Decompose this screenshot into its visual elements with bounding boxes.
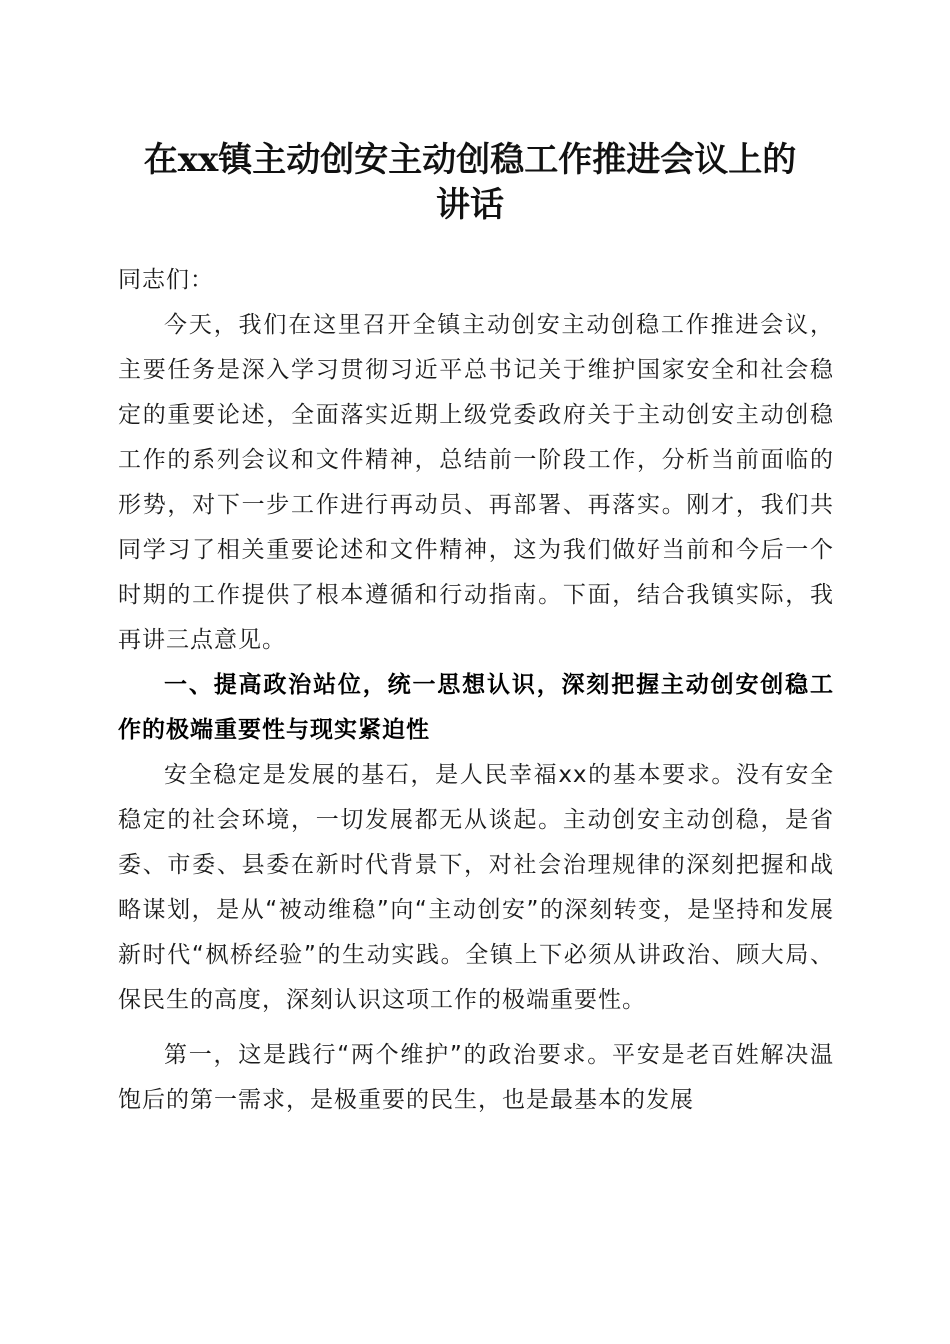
document-body [118, 258, 834, 1123]
section-1-paragraph: 安全稳定是发展的基石，是人民幸福xx的基本要求。没有安全稳定的社会环境，一切发展都无从谈起。主动创安主动创稳，是省委、市委、县委在新时代背景下，对社会治理规律的深刻把握和战略谋划，是从“被动维稳”向“主动创安”的深刻转变，是坚持和发展新时代“枫桥经验”的生动实践。全镇上下必须从讲政治、顾大局、保民生的高度，深刻认识这项工作的极端重要性。 [118, 762, 834, 1013]
salutation: 同志们： [118, 267, 214, 293]
point-1-paragraph: 第一，这是践行“两个维护”的政治要求。平安是老百姓解决温饱后的第一需求，是极重要的民生，也是最基本的发展 [118, 1042, 834, 1113]
section-heading-1: 一、提高政治站位，统一思想认识，深刻把握主动创安创稳工作的极端重要性与现实紧迫性 [118, 672, 834, 743]
intro-paragraph: 今天，我们在这里召开全镇主动创安主动创稳工作推进会议，主要任务是深入学习贯彻习近平总书记关于维护国家安全和社会稳定的重要论述，全面落实近期上级党委政府关于主动创安主动创稳工作的系列会议和文件精神，总结前一阶段工作，分析当前面临的形势，对下一步工作进行再动员、再部署、再落实。刚才，我们共同学习了相关重要论述和文件精神，这为我们做好当前和今后一个时期的工作提供了根本遵循和行动指南。下面，结合我镇实际，我再讲三点意见。 [118, 312, 834, 653]
title-line-1: 在xx镇主动创安主动创稳工作推进会议上的 [143, 140, 797, 180]
document-title [100, 138, 840, 228]
title-line-2: 讲话 [436, 185, 504, 225]
